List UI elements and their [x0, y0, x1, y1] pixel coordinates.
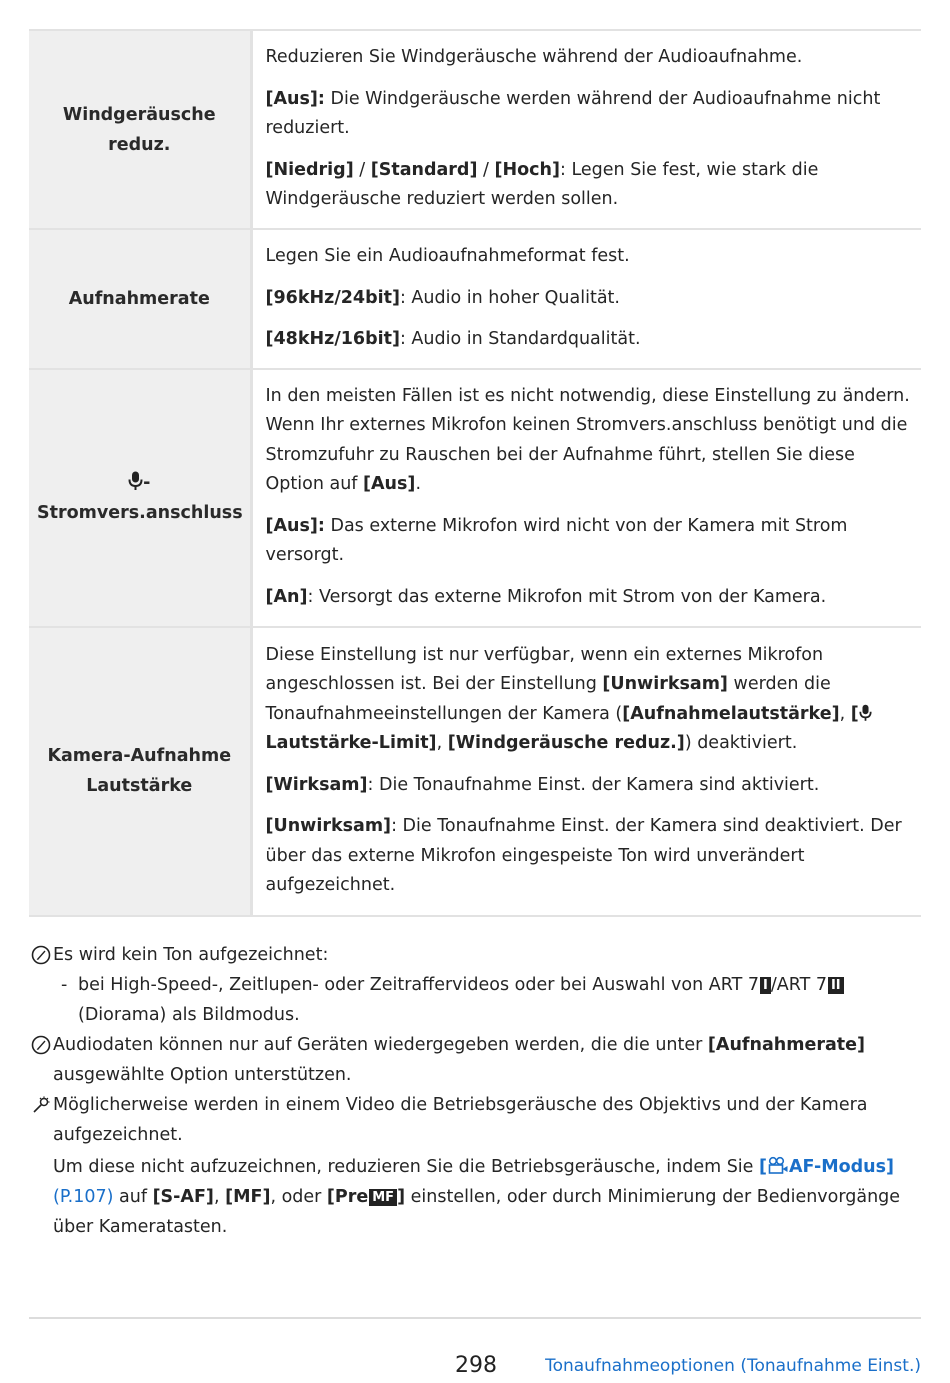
separator: , [839, 703, 851, 724]
microphone-icon [859, 704, 872, 722]
movie-camera-icon [767, 1154, 789, 1172]
option-key: [Wirksam] [265, 774, 368, 795]
option-key: [Aus] [363, 474, 416, 495]
roman-one-badge: I [760, 977, 771, 994]
intro-body: werden die Tonaufnahmeeinstellungen der Kamera ( [265, 674, 831, 724]
intro-text: Legen Sie ein Audioaufnahmeformat fest. [265, 246, 630, 266]
intro-end: . [415, 474, 422, 495]
option-desc: : Die Tonaufnahme Einst. der Kamera sind deaktiviert. Der über das externe Mikrofon eingespeiste Ton wird unverändert aufgezeichnet. [265, 816, 902, 895]
row-description [251, 369, 921, 627]
option-desc: : Die Tonaufnahme Einst. der Kamera sind aktiviert. [367, 774, 820, 795]
note-text: Es wird kein Ton aufgezeichnet: [53, 945, 329, 965]
table-row [29, 229, 921, 369]
separator: / [477, 159, 495, 180]
row-label-line2: Lautstärke [86, 776, 193, 796]
bracket: [ [850, 703, 859, 724]
note-text: Möglicherweise werden in einem Video die Betriebsgeräusche des Objektivs und der Kamera aufgezeichnet. [53, 1095, 868, 1145]
separator: / [353, 159, 371, 180]
microphone-icon [128, 471, 143, 491]
caution-note [31, 1030, 911, 1090]
caution-icon [31, 1035, 51, 1055]
table-row [29, 30, 921, 229]
dash-marker: - [61, 975, 68, 995]
row-label [29, 229, 251, 369]
link-page-ref: (P.107) [53, 1187, 114, 1207]
option-key: [Unwirksam] [602, 674, 728, 694]
option-key: [Pre [326, 1187, 369, 1207]
intro-body: In den meisten Fällen ist es nicht notwendig, diese Einstellung zu ändern. Wenn Ihr externes Mikrofon keinen Stromvers.anschluss benötigt und die Stromzufuhr zu Rauschen bei der Aufnahme führt, stellen Sie diese Option auf [265, 385, 910, 495]
row-label-text: Aufnahmerate [68, 288, 210, 309]
intro-body: Diese Einstellung ist nur verfügbar, wenn ein externes Mikrofon angeschlossen ist. Bei der Einstellung [265, 644, 824, 694]
link-text: AF-Modus] [789, 1157, 895, 1177]
option-key: [S-AF] [152, 1187, 214, 1207]
subitem-text: /ART 7 [770, 975, 827, 995]
section-title-link[interactable]: Tonaufnahmeoptionen (Tonaufnahme Einst.) [545, 1356, 921, 1376]
option-text [266, 284, 914, 314]
table-row [29, 369, 921, 627]
option-text [266, 583, 914, 613]
option-key: ] [397, 1187, 406, 1207]
row-label [29, 30, 251, 229]
page-number: 298 [455, 1353, 497, 1378]
option-key: [Windgeräusche reduz.] [447, 733, 685, 753]
settings-table [29, 29, 921, 917]
separator: , [213, 1187, 226, 1207]
table-row [29, 627, 921, 916]
option-key: [48kHz/16bit] [265, 329, 400, 349]
link-bracket: [ [759, 1157, 767, 1177]
option-text [266, 771, 914, 801]
option-desc: : Audio in Standardqualität. [399, 329, 641, 349]
option-desc: : Audio in hoher Qualität. [399, 287, 620, 308]
row-label-line2: reduz. [108, 134, 171, 155]
option-text [266, 85, 914, 144]
separator: , [436, 733, 448, 753]
note-text: auf [113, 1187, 153, 1207]
option-key: [Standard] [370, 159, 478, 180]
option-key: [Hoch] [494, 159, 560, 180]
option-key: [MF] [225, 1187, 271, 1207]
note-subitem [31, 970, 911, 1030]
option-key: [Unwirksam] [265, 816, 392, 836]
caution-icon [31, 945, 51, 965]
note-text: Um diese nicht aufzuzeichnen, reduzieren Sie die Betriebsgeräusche, indem Sie [53, 1157, 759, 1177]
note-text: Audiodaten können nur auf Geräten wiedergegeben werden, die die unter [53, 1035, 708, 1055]
option-text [266, 156, 914, 215]
caution-note [31, 940, 911, 970]
tip-note [31, 1090, 911, 1242]
row-description [251, 229, 921, 369]
subitem-text: bei High-Speed-, Zeitlupen- oder Zeitraffervideos oder bei Auswahl von ART 7 [78, 975, 759, 995]
roman-two-badge: II [828, 977, 844, 994]
option-key: [Aus]: [265, 88, 325, 109]
notes-section [31, 940, 911, 1242]
option-desc: : Legen Sie fest, wie stark die Windgeräusche reduziert werden sollen. [265, 159, 819, 210]
option-text [266, 512, 914, 571]
intro-text [266, 641, 914, 759]
option-key-text: Lautstärke-Limit] [265, 733, 437, 753]
tip-icon [31, 1095, 51, 1115]
row-description [251, 30, 921, 229]
option-text [266, 325, 914, 355]
row-label [29, 369, 251, 627]
row-label-line1: Kamera-Aufnahme [47, 746, 232, 766]
row-label-line1: Windgeräusche [62, 104, 216, 125]
option-desc: Das externe Mikrofon wird nicht von der Kamera mit Strom versorgt. [265, 515, 848, 566]
option-key: [96kHz/24bit] [265, 287, 400, 308]
note-text: einstellen, oder durch Minimierung der Bedienvorgänge über Kamerataste​n. [53, 1187, 901, 1237]
intro-text: Reduzieren Sie Windgeräusche während der Audioaufnahme. [265, 47, 803, 68]
option-key: [An] [265, 586, 308, 607]
option-text [266, 812, 914, 901]
subitem-text: (Diorama) als Bildmodus. [78, 1005, 300, 1025]
row-description [251, 627, 921, 916]
footer-divider [29, 1317, 921, 1319]
option-key: [Niedrig] [265, 159, 354, 180]
option-desc: : Versorgt das externe Mikrofon mit Strom von der Kamera. [307, 586, 827, 607]
option-key: [Aufnahmerate] [707, 1035, 866, 1055]
separator: , oder [270, 1187, 327, 1207]
row-label [29, 627, 251, 916]
note-continuation [53, 1152, 911, 1242]
intro-end: ) deaktiviert. [684, 733, 798, 753]
row-label-line2: Stromvers.anschluss [37, 502, 243, 523]
option-key: [Aus]: [265, 515, 325, 536]
row-label-suffix: - [143, 472, 151, 493]
mf-badge: MF [369, 1189, 397, 1206]
note-text: ausgewählte Option unterstützen. [53, 1065, 352, 1085]
intro-text [266, 382, 914, 500]
option-key: [Aufnahmelautstärke] [622, 703, 840, 724]
option-desc: Die Windgeräusche werden während der Audioaufnahme nicht reduziert. [265, 88, 881, 139]
